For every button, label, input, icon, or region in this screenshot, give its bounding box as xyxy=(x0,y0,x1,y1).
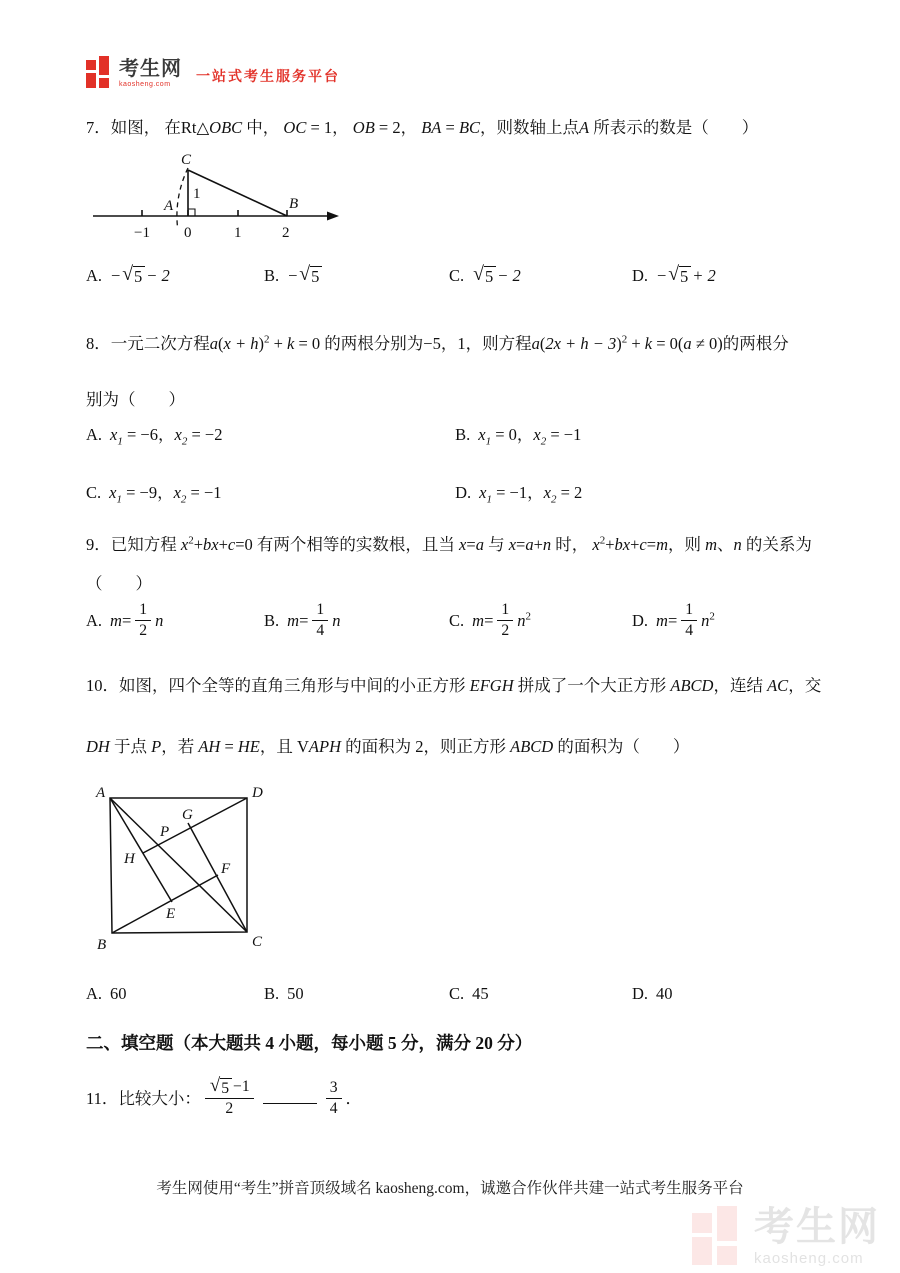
tick-0: 0 xyxy=(184,225,192,241)
question-11-stem: 11．比较大小： √ 5 −1 2 $\frac{3}{4}$ ． xyxy=(86,1075,363,1118)
option-8C-formula: $x_1 = -9$，$x_2 = -1$ xyxy=(109,483,222,506)
option-10A: A. 60 xyxy=(86,984,127,1003)
kaosheng-logo-icon xyxy=(86,56,112,88)
question-8-options-row1 xyxy=(86,421,846,447)
option-7A: A. − √ 5 − 2 xyxy=(86,263,170,286)
option-9A-formula: m= $\frac{1}{2}$ n xyxy=(110,601,164,640)
watermark-logo xyxy=(692,1206,880,1266)
option-8D-formula: $x_1 = -1$，$x_2 = 2$ xyxy=(479,483,583,506)
option-8D: D. $x_1 = -1$，$x_2 = 2$ xyxy=(455,483,583,506)
logo-domain: kaosheng.com xyxy=(119,81,171,88)
option-7D: D. − √ 5 + 2 xyxy=(632,263,716,286)
option-9A: A. m= $\frac{1}{2}$ n xyxy=(86,601,164,640)
number-line-axis xyxy=(93,210,339,221)
sq-label-A: A xyxy=(96,785,106,801)
figure-label-A: A xyxy=(164,198,174,214)
tick-1: 1 xyxy=(234,225,242,241)
question-10-stem-line1: 10．如图，四个全等的直角三角形与中间的小正方形 EFGH 拼成了一个大正方形 ABCD，连结 AC，交 xyxy=(86,676,822,695)
sq-label-G: G xyxy=(182,807,193,823)
sq-label-B: B xyxy=(97,937,107,953)
option-9B-formula: m= $\frac{1}{4}$ n xyxy=(287,601,341,640)
question-7-options xyxy=(86,263,846,286)
option-8A-formula: $x_1 = -6$，$x_2 = -2$ xyxy=(110,425,223,448)
sq-label-H: H xyxy=(124,851,135,867)
option-10B: B. 50 xyxy=(264,984,304,1003)
logo-tagline: 一站式考生服务平台 xyxy=(196,68,340,84)
sq-label-P: P xyxy=(160,824,170,840)
arc-bc-to-a xyxy=(177,168,188,228)
option-10C: C. 45 xyxy=(449,984,489,1003)
square-abcd-figure xyxy=(80,783,280,963)
option-8A: A. $x_1 = -6$，$x_2 = -2$ xyxy=(86,425,223,448)
question-10-stem-line2: DH 于点 P，若 AH = HE，且 VAPH 的面积为 2，则正方形 ABCD 的面积为（ ） xyxy=(86,737,690,756)
tick-neg1: −1 xyxy=(134,225,150,241)
option-8B-formula: $x_1 = 0$，$x_2 = -1$ xyxy=(478,425,582,448)
question-8-stem-line2: 别为（ ） xyxy=(86,390,185,409)
footer-text: 考生网使用“考生”拼音顶级域名 kaosheng.com，诚邀合作伙伴共建一站式考生服务平台 xyxy=(156,1180,744,1197)
question-9-stem-line2: （ ） xyxy=(86,574,152,593)
option-10D: D. 40 xyxy=(632,984,673,1003)
option-7C-formula: √ 5 − 2 xyxy=(473,263,521,286)
option-9B: B. m= $\frac{1}{4}$ n xyxy=(264,601,341,640)
watermark-logo-icon xyxy=(692,1206,744,1266)
watermark-name: 考生网 xyxy=(754,1204,880,1249)
figure-label-C: C xyxy=(181,152,192,168)
triangle-obc xyxy=(188,170,287,216)
option-9D: D. m= $\frac{1}{4}$ $n^2$ xyxy=(632,601,715,640)
number-line-figure xyxy=(85,148,347,260)
option-7B-formula: − √ 5 xyxy=(287,266,323,285)
question-9-stem-line1: 9．已知方程 $x^2+bx+c=0$ 有两个相等的实数根，且当 x=a 与 x=a+n 时， $x^2+bx+c=m$，则 m、n 的关系为 xyxy=(86,534,812,554)
watermark-domain: kaosheng.com xyxy=(754,1249,864,1267)
sq-label-E: E xyxy=(166,906,176,922)
question-7-stem: 7．如图， 在Rt△OBC 中， OC = 1， OB = 2， BA = BC，则数轴上点A 所表示的数是（ ） xyxy=(86,118,759,137)
figure-label-B: B xyxy=(289,196,299,212)
logo-name: 考生网 xyxy=(119,58,182,80)
option-7D-formula: − √ 5 + 2 xyxy=(656,263,716,286)
question-8-stem-line1: 8．一元二次方程$a(x + h)^2 + k = 0$ 的两根分别为−5，1，则方程$a(2x + h - 3)^2 + k = 0(a \ne 0)$的两根分 xyxy=(86,333,789,353)
sq-label-D: D xyxy=(252,785,263,801)
sq-label-C: C xyxy=(252,934,263,950)
site-logo xyxy=(86,56,340,88)
question-10-options xyxy=(86,984,846,1004)
option-7A-formula: − √ 5 − 2 xyxy=(110,263,170,286)
option-9C: C. m= $\frac{1}{2}$ $n^2$ xyxy=(449,601,531,640)
option-9D-formula: m= $\frac{1}{4}$ $n^2$ xyxy=(656,601,715,640)
question-9-options xyxy=(86,603,846,642)
figure-height-label: 1 xyxy=(193,186,201,202)
option-8B: B. $x_1 = 0$，$x_2 = -1$ xyxy=(455,425,582,448)
question-8-options-row2 xyxy=(86,479,846,505)
tick-2: 2 xyxy=(282,225,290,241)
section-2-heading: 二、填空题（本大题共 4 小题，每小题 5 分，满分 20 分） xyxy=(86,1033,533,1053)
sq-label-F: F xyxy=(221,861,231,877)
option-7C: C. √ 5 − 2 xyxy=(449,263,521,286)
option-9C-formula: m= $\frac{1}{2}$ $n^2$ xyxy=(472,601,531,640)
option-7B: B. − √ 5 xyxy=(264,266,449,286)
option-8C: C. $x_1 = -9$，$x_2 = -1$ xyxy=(86,483,222,506)
